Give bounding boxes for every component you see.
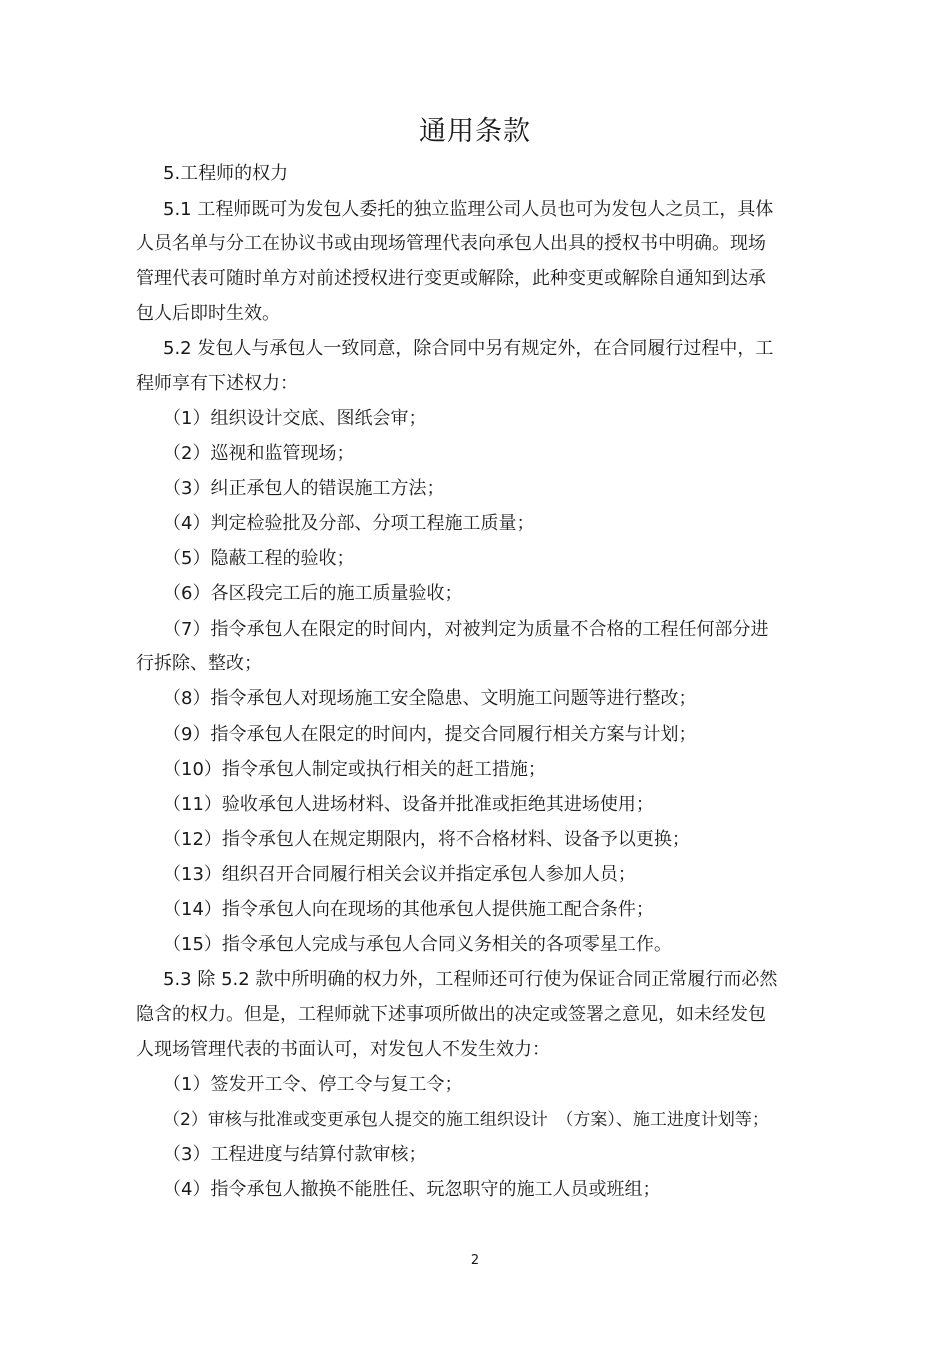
list-item: （2）巡视和监管现场； bbox=[163, 443, 355, 464]
list-item: （12）指令承包人在规定期限内，将不合格材料、设备予以更换； bbox=[163, 829, 690, 850]
list-item: （1）签发开工令、停工令与复工令； bbox=[163, 1074, 463, 1095]
paragraph-line: 程师享有下述权力： bbox=[136, 373, 298, 394]
list-item: （9）指令承包人在限定的时间内，提交合同履行相关方案与计划； bbox=[163, 724, 697, 745]
list-item: （8）指令承包人对现场施工安全隐患、文明施工问题等进行整改； bbox=[163, 688, 697, 709]
list-item: （13）组织召开合同履行相关会议并指定承包人参加人员； bbox=[163, 864, 636, 885]
list-item: （15）指令承包人完成与承包人合同义务相关的各项零星工作。 bbox=[163, 934, 672, 955]
paragraph-line: 5.2 发包人与承包人一致同意，除合同中另有规定外，在合同履行过程中，工 bbox=[163, 338, 774, 359]
list-item: （2）审核与批准或变更承包人提交的施工组织设计 （方案）、施工进度计划等； bbox=[163, 1110, 769, 1130]
list-item: （3）纠正承包人的错误施工方法； bbox=[163, 478, 445, 499]
paragraph-line: 包人后即时生效。 bbox=[136, 303, 280, 324]
paragraph-line: 人员名单与分工在协议书或由现场管理代表向承包人出具的授权书中明确。现场 bbox=[136, 233, 766, 254]
paragraph-line: 隐含的权力。但是，工程师就下述事项所做出的决定或签署之意见，如未经发包 bbox=[136, 1004, 766, 1025]
list-item: （10）指令承包人制定或执行相关的赶工措施； bbox=[163, 759, 546, 780]
paragraph-line: 人现场管理代表的书面认可，对发包人不发生效力： bbox=[136, 1039, 550, 1060]
paragraph-line: 5.1 工程师既可为发包人委托的独立监理公司人员也可为发包人之员工，具体 bbox=[163, 199, 774, 220]
paragraph-line: 管理代表可随时单方对前述授权进行变更或解除，此种变更或解除自通知到达承 bbox=[136, 268, 766, 289]
paragraph-line: 5.3 除 5.2 款中所明确的权力外，工程师还可行使为保证合同正常履行而必然 bbox=[163, 969, 778, 990]
section-heading: 5.工程师的权力 bbox=[163, 163, 289, 184]
list-item: 行拆除、整改； bbox=[136, 653, 262, 674]
list-item: （6）各区段完工后的施工质量验收； bbox=[163, 583, 463, 604]
document-title: 通用条款 bbox=[419, 116, 531, 147]
list-item: （11）验收承包人进场材料、设备并批准或拒绝其进场使用； bbox=[163, 794, 654, 815]
page-number: 2 bbox=[470, 1253, 480, 1268]
list-item: （14）指令承包人向在现场的其他承包人提供施工配合条件； bbox=[163, 899, 654, 920]
list-item: （4）判定检验批及分部、分项工程施工质量； bbox=[163, 513, 535, 534]
list-item: （5）隐蔽工程的验收； bbox=[163, 548, 355, 569]
list-item: （7）指令承包人在限定的时间内，对被判定为质量不合格的工程任何部分进 bbox=[163, 619, 769, 640]
list-item: （3）工程进度与结算付款审核； bbox=[163, 1144, 427, 1165]
list-item: （1）组织设计交底、图纸会审； bbox=[163, 408, 427, 429]
list-item: （4）指令承包人撤换不能胜任、玩忽职守的施工人员或班组； bbox=[163, 1179, 661, 1200]
